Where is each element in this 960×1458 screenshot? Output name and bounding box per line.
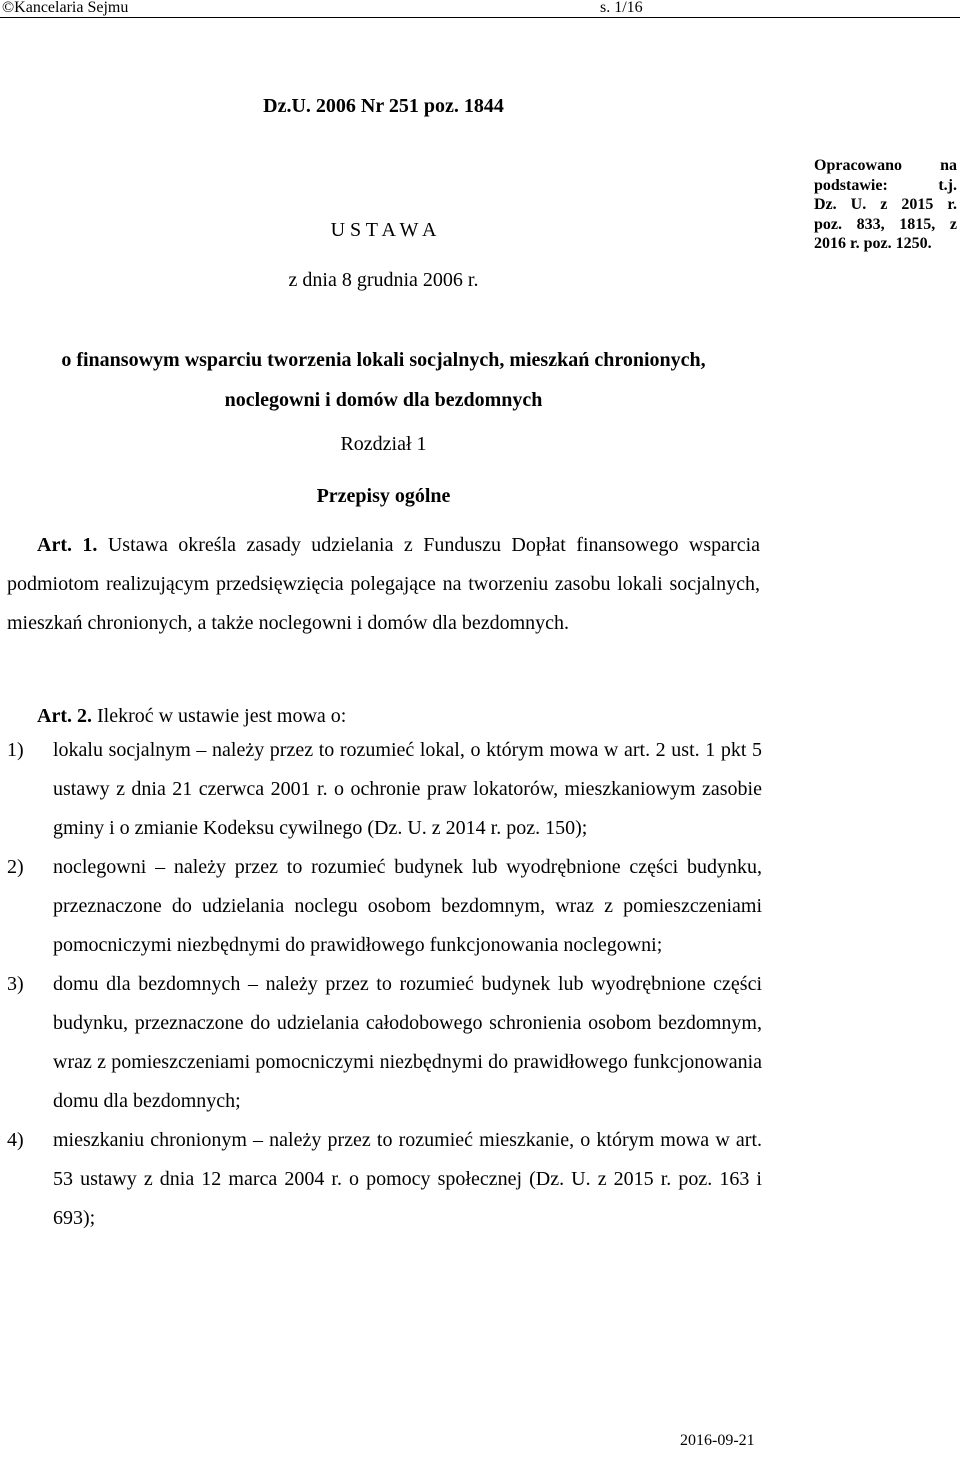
article-1-text: Ustawa określa zasady udzielania z Funduszu Dopłat finansowego wsparcia podmiotom realizującym przedsięwzięcia polegające na tworzeniu zasobu lokali socjalnych, mieszkań chronionych, a także noclegowni i domów dla bezdomnych. — [7, 534, 761, 634]
side-note-line: poz. 833, 1815, z — [814, 215, 957, 233]
list-item-number: 1) — [7, 739, 24, 761]
footer-date: 2016-09-21 — [680, 1432, 755, 1449]
chapter-number: Rozdział 1 — [340, 433, 427, 455]
list-item-text: domu dla bezdomnych – należy przez to rozumieć budynek lub wyodrębnione części budynku, przeznaczone do udzielania całodobowego schronienia osobom bezdomnym, wraz z pomieszczeniami pomocniczymi niezbędnymi do prawidłowego funkcjonowania domu dla bezdomnych; — [53, 973, 762, 1112]
article-2-intro-text: Ilekroć w ustawie jest mowa o: — [96, 705, 347, 727]
list-item-number: 4) — [7, 1129, 24, 1151]
document-title-line-1: o finansowym wsparciu tworzenia lokali socjalnych, mieszkań chronionych, — [61, 349, 706, 371]
side-note-line: Dz. U. z 2015 r. — [814, 196, 957, 213]
definitions-list — [7, 731, 762, 1238]
list-item — [7, 731, 762, 848]
header-divider — [0, 17, 960, 18]
side-note-line: podstawie: t.j. — [814, 176, 957, 194]
side-note-line: 2016 r. poz. 1250. — [814, 235, 932, 252]
article-2-label: Art. 2. — [37, 705, 92, 727]
document-reference: Dz.U. 2006 Nr 251 poz. 1844 — [263, 95, 504, 117]
list-item-text: mieszkaniu chronionym – należy przez to rozumieć mieszkanie, o którym mowa w art. 53 ustawy z dnia 12 marca 2004 r. o pomocy społecznej (Dz. U. z 2015 r. poz. 163 i 693); — [53, 1129, 762, 1229]
list-item — [7, 1121, 762, 1238]
list-item-number: 3) — [7, 973, 24, 995]
document-date: z dnia 8 grudnia 2006 r. — [288, 269, 479, 291]
side-note-line: Opracowano na — [814, 157, 957, 174]
article-1-label: Art. 1. — [37, 534, 98, 556]
list-item-text: noclegowni – należy przez to rozumieć budynek lub wyodrębnione części budynku, przeznaczone do udzielania noclegu osobom bezdomnym, wraz z pomieszczeniami pomocniczymi niezbędnymi do prawidłowego funkcjonowania noclegowni; — [53, 856, 762, 956]
document-title-line-2: noclegowni i domów dla bezdomnych — [224, 389, 543, 411]
list-item-text: lokalu socjalnym – należy przez to rozumieć lokal, o którym mowa w art. 2 ust. 1 pkt 5 ustawy z dnia 21 czerwca 2001 r. o ochronie praw lokatorów, mieszkaniowym zasobie gminy i o zmianie Kodeksu cywilnego (Dz. U. z 2014 r. poz. 150); — [53, 739, 762, 839]
list-item-number: 2) — [7, 856, 24, 878]
header-publisher: ©Kancelaria Sejmu — [2, 0, 129, 16]
side-note — [814, 156, 957, 254]
document-type: U S T A W A — [330, 219, 437, 241]
article-1 — [7, 526, 760, 643]
chapter-title: Przepisy ogólne — [316, 485, 451, 507]
header-page-number: s. 1/16 — [600, 0, 643, 16]
list-item — [7, 965, 762, 1121]
list-item — [7, 848, 762, 965]
